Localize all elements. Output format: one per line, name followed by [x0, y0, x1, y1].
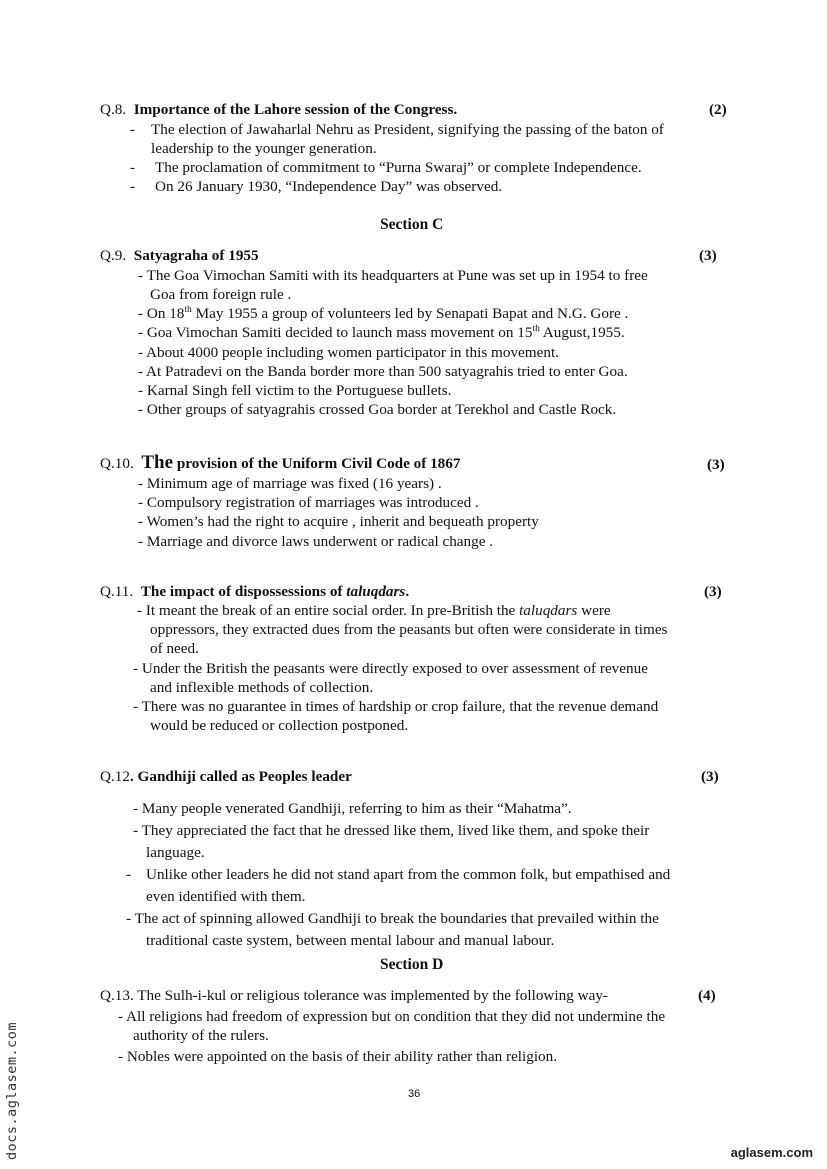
q11-marks: (3)	[704, 583, 722, 600]
q12-marks: (3)	[701, 768, 719, 785]
q10-marks: (3)	[707, 456, 725, 473]
q9-point-3-sup: th	[532, 323, 540, 334]
q11-heading	[100, 583, 409, 601]
q8-bullet-2-dash: -	[130, 159, 136, 176]
q8-point-1-cont: leadership to the younger generation.	[151, 140, 377, 157]
q13-marks: (4)	[698, 987, 716, 1004]
q11-title-italic: taluqdars	[346, 583, 406, 600]
q9-point-1: - The Goa Vimochan Samiti with its headquarters at Pune was set up in 1954 to free	[138, 267, 648, 284]
q8-bullet-1-dash: -	[130, 121, 136, 138]
q10-title: provision of the Uniform Civil Code of 1867	[173, 455, 461, 472]
q9-point-1-cont: Goa from foreign rule .	[150, 286, 292, 303]
q9-point-6: - Karnal Singh fell victim to the Portuguese bullets.	[138, 382, 452, 399]
q11-point-3-cont: would be reduced or collection postponed.	[150, 717, 409, 734]
q8-point-1: The election of Jawaharlal Nehru as President, signifying the passing of the baton of	[151, 121, 664, 138]
q11-point-1-cont: oppressors, they extracted dues from the peasants but often were considerate in times	[150, 621, 668, 638]
q13-point-2: - Nobles were appointed on the basis of their ability rather than religion.	[118, 1048, 558, 1065]
side-watermark: docs.aglasem.com	[4, 1021, 20, 1160]
q10-heading	[100, 452, 460, 474]
q10-title-first-word: The	[141, 452, 174, 473]
q12-point-2: - They appreciated the fact that he dressed like them, lived like them, and spoke their	[133, 822, 650, 839]
q9-number: Q.9.	[100, 247, 127, 264]
q12-point-4: - The act of spinning allowed Gandhiji to break the boundaries that prevailed within the	[126, 910, 659, 927]
q11-point-1	[137, 602, 611, 620]
q13-point-1-cont: authority of the rulers.	[133, 1027, 269, 1044]
q9-point-2	[138, 305, 628, 323]
q9-title: Satyagraha of 1955	[133, 247, 259, 264]
q11-point-1-italic: taluqdars	[519, 602, 578, 619]
q12-number: Q.12	[100, 768, 130, 785]
q9-point-2-sup: th	[184, 304, 192, 315]
q9-point-3-rest: August,1955.	[539, 324, 625, 341]
q12-point-3: Unlike other leaders he did not stand apart from the common folk, but empathised and	[146, 866, 671, 883]
q10-point-1: - Minimum age of marriage was fixed (16 years) .	[138, 475, 442, 492]
q13-number: Q.13.	[100, 987, 134, 1004]
q12-point-1: - Many people venerated Gandhiji, referring to him as their “Mahatma”.	[133, 800, 572, 817]
q10-point-2: - Compulsory registration of marriages was introduced .	[138, 494, 479, 511]
q8-title: Importance of the Lahore session of the Congress.	[133, 101, 458, 118]
q9-point-2-text: - On 18	[138, 305, 185, 322]
q11-title: The impact of dispossessions of	[140, 583, 347, 600]
q8-number: Q.8.	[100, 101, 127, 118]
page-number: 36	[408, 1088, 421, 1100]
footer-watermark: aglasem.com	[730, 1145, 813, 1160]
q11-number: Q.11.	[100, 583, 134, 600]
q12-point-3-cont: even identified with them.	[146, 888, 306, 905]
q12-point-4-cont: traditional caste system, between mental labour and manual labour.	[146, 932, 555, 949]
q9-point-3	[138, 324, 625, 342]
q10-number: Q.10.	[100, 455, 134, 472]
q11-point-1-cont-2: of need.	[150, 640, 199, 657]
q11-point-1-rest: were	[577, 602, 611, 619]
q11-point-3: - There was no guarantee in times of hardship or crop failure, that the revenue demand	[133, 698, 659, 715]
q13-point-1: - All religions had freedom of expression but on condition that they did not undermine the	[118, 1008, 666, 1025]
q9-marks: (3)	[699, 247, 717, 264]
q12-title: . Gandhiji called as Peoples leader	[129, 768, 352, 785]
q13-title: The Sulh-i-kul or religious tolerance was implemented by the following way-	[133, 987, 608, 1004]
q9-point-7: - Other groups of satyagrahis crossed Goa border at Terekhol and Castle Rock.	[138, 401, 617, 418]
q9-point-5: - At Patradevi on the Banda border more than 500 satyagrahis tried to enter Goa.	[138, 363, 628, 380]
q9-point-2-rest: May 1955 a group of volunteers led by Senapati Bapat and N.G. Gore .	[191, 305, 629, 322]
q11-point-2: - Under the British the peasants were directly exposed to over assessment of revenue	[133, 660, 648, 677]
q8-point-2: The proclamation of commitment to “Purna Swaraj” or complete Independence.	[155, 159, 642, 176]
q9-point-4: - About 4000 people including women participator in this movement.	[138, 344, 559, 361]
q12-point-2-cont: language.	[146, 844, 205, 861]
q9-heading	[100, 247, 259, 265]
q8-bullet-3-dash: -	[130, 178, 136, 195]
q11-point-2-cont: and inflexible methods of collection.	[150, 679, 374, 696]
q10-point-4: - Marriage and divorce laws underwent or radical change .	[138, 533, 494, 550]
q11-point-1-text: - It meant the break of an entire social order. In pre-British the	[137, 602, 520, 619]
q8-heading	[100, 101, 457, 119]
q11-title-end: .	[405, 583, 410, 600]
q12-bullet-3-dash: -	[126, 866, 132, 883]
q9-point-3-text: - Goa Vimochan Samiti decided to launch mass movement on 15	[138, 324, 533, 341]
section-c-heading: Section C	[380, 216, 444, 233]
section-d-heading: Section D	[380, 956, 444, 973]
q10-point-3: - Women’s had the right to acquire , inherit and bequeath property	[138, 513, 539, 530]
q8-marks: (2)	[709, 101, 727, 118]
q8-point-3: On 26 January 1930, “Independence Day” was observed.	[155, 178, 503, 195]
q12-heading	[100, 768, 352, 786]
q13-heading	[100, 987, 608, 1005]
